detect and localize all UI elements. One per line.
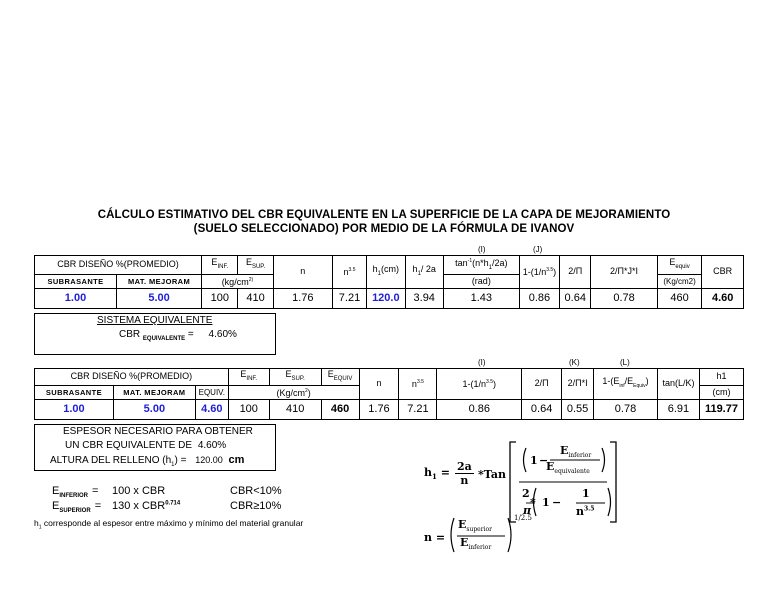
h1cm-header: $h_1(cm)$ [367, 256, 405, 289]
cell-two-pi: 0.64 [560, 288, 591, 308]
e-inferior-den: $E_{inferior}$ [460, 536, 492, 552]
one-minus-header-2: $1-(1/n^{3.5})$ [437, 369, 522, 400]
cond-cbr-ge-10: CBR≥10% [230, 500, 282, 512]
two-over-pi-den: π [523, 504, 532, 517]
one-in-paren: 1 [542, 496, 550, 509]
cell-e-equiv: 460 [657, 288, 702, 308]
h1-note: $h_1$ corresponde al espesor entre máximo y mínimo del material granular [34, 518, 304, 531]
title-line-2: (SUELO SELECCIONADO) POR MEDIO DE LA FÓRMULA DE IVANOV [193, 223, 575, 235]
cell-h1cm: 120.0 [367, 288, 405, 308]
cbr-diseno-header-2: CBR DISEÑO %(PROMEDIO) [35, 369, 229, 386]
subrasante-header-2: SUBRASANTE [35, 385, 114, 399]
ratio-header: $1-(E_{inf}/E_{Equiv})$ [594, 369, 658, 400]
h1-header: h1 [699, 369, 743, 386]
two-pi-header: 2/Π [560, 256, 591, 289]
table1-data-row [35, 288, 744, 308]
marker-i-2: (I) [478, 358, 486, 367]
cell2-e-equiv: 460 [321, 399, 359, 419]
cell-e-sup: 410 [238, 288, 273, 308]
cell2-mat-mejoram: 5.00 [113, 399, 195, 419]
star-tan: *Tan [478, 468, 507, 481]
cell2-two-pi-i: 0.55 [562, 399, 594, 419]
kgcm2-header: (Kg/cm2) [657, 274, 702, 288]
n35-header: $n^{3.5}$ [332, 256, 366, 289]
espesor-line-3: ALTURA DEL RELLENO $(h_1) = 120.00$ cm [50, 454, 245, 468]
cell2-equiv: 4.60 [195, 399, 228, 419]
e-equivalente-den: $E_{equivalente}$ [546, 460, 590, 476]
cell-n: 1.76 [273, 288, 332, 308]
n-exponent: 1/2.5 [514, 514, 532, 522]
cell-subrasante: 1.00 [35, 288, 117, 308]
n35-den: $n^{3.5}$ [576, 505, 595, 518]
one-over-n-num: 1 [582, 487, 590, 500]
cbr-equivalente-value: 4.60 [208, 329, 229, 340]
cbr-equivalente-table [34, 255, 744, 309]
units-header-2: $(Kg/cm^2)$ [228, 385, 359, 399]
cbr-header: CBR [702, 256, 744, 289]
altura-relleno-value: 120.00 [195, 455, 223, 465]
espesor-line-2: UN CBR EQUIVALENTE DE 4.60% [65, 440, 227, 451]
cell2-tanlk: 6.91 [657, 399, 699, 419]
cell2-e-sup: 410 [269, 399, 321, 419]
two-pi-i-header: 2/Π*I [562, 369, 594, 400]
n35-header-2: $n^{3.5}$ [399, 369, 437, 400]
cell2-e-inf: 100 [228, 399, 269, 419]
mat-mejoram-header: MAT. MEJORAM [117, 274, 202, 288]
cbr-equivalente-line: CBR $_{EQUIVALENTE}$ = 4.60% [119, 329, 237, 342]
star-mult: * [530, 496, 536, 509]
altura-relleno-unit: cm [228, 454, 245, 466]
e-superior-formula: $E_{SUPERIOR}$ = 130 x $CBR^{0.714}$ CBR≥10% [52, 500, 101, 514]
rad-header: (rad) [443, 274, 519, 288]
two-a-over-n: $\frac{2a}{n}$ [457, 460, 472, 487]
marker-l: (L) [620, 358, 630, 367]
cell2-subrasante: 1.00 [35, 399, 114, 419]
espesor-line-1: ESPESOR NECESARIO PARA OBTENER [63, 426, 253, 437]
cell-h12a: 3.94 [405, 288, 443, 308]
e-inferior-formula: $E_{INFERIOR}$ = 100 x CBR CBR<10% [52, 485, 98, 499]
table2-header-row-1 [35, 369, 744, 386]
table1-header-row-1 [35, 256, 744, 275]
tanlk-header: tan(L/K) [657, 369, 699, 400]
cell-cbr: 4.60 [702, 288, 744, 308]
espesor-cbr-value: 4.60% [197, 440, 227, 451]
cbr-diseno-header: CBR DISEÑO %(PROMEDIO) [35, 256, 202, 275]
n-header: n [273, 256, 332, 289]
cell-two-pi-ji: 0.78 [591, 288, 657, 308]
e-inf-header-2: $E_{INF.}$ [228, 369, 269, 386]
e-equiv-header-2: $E_{EQUIV}$ [321, 369, 359, 386]
cell2-n35: 7.21 [399, 399, 437, 419]
h1-formula-lhs: $h_1$ = [424, 466, 450, 482]
one-minus-header: $1-(1/n^{3.5})$ [519, 256, 559, 289]
e-sup-header-2: $E_{SUP.}$ [269, 369, 321, 386]
marker-k: (K) [569, 358, 580, 367]
e-equiv-header: $E_{equiv}$ [657, 256, 702, 275]
title-line-1: CÁLCULO ESTIMATIVO DEL CBR EQUIVALENTE EN LA SUPERFICIE DE LA CAPA DE MEJORAMIENTO [97, 209, 671, 221]
cell2-ratio: 0.78 [594, 399, 658, 419]
sistema-equivalente-title: SISTEMA EQUIVALENTE [97, 315, 213, 326]
cell2-two-pi: 0.64 [522, 399, 562, 419]
subrasante-header: SUBRASANTE [35, 274, 117, 288]
cell2-n: 1.76 [359, 399, 399, 419]
espesor-box [34, 424, 276, 471]
marker-j: (J) [533, 245, 543, 254]
table2-data-row [35, 399, 744, 419]
two-pi-header-2: 2/Π [522, 369, 562, 400]
two-pi-ji-header: 2/Π*J*I [591, 256, 657, 289]
e-inferior-num: $E_{inferior}$ [560, 444, 592, 460]
minus-sign-2: − [552, 496, 562, 509]
cm-header: (cm) [699, 385, 743, 399]
e-superior-num: $E_{superior}$ [458, 518, 492, 534]
cond-cbr-lt-10: CBR<10% [230, 485, 282, 497]
sistema-equivalente-box [34, 313, 276, 355]
tan-header: $\tan^{-1}(n*h_1/2a)$ [443, 256, 519, 275]
cell2-one-minus: 0.86 [437, 399, 522, 419]
cell-e-inf: 100 [202, 288, 238, 308]
cell-mat-mejoram: 5.00 [117, 288, 202, 308]
cell-n35: 7.21 [332, 288, 366, 308]
mat-mejoram-header-2: MAT. MEJORAM [113, 385, 195, 399]
cell-one-minus: 0.86 [519, 288, 559, 308]
n-header-2: n [359, 369, 399, 400]
e-sup-header: $E_{SUP.}$ [238, 256, 273, 275]
minus-sign: − [539, 454, 549, 467]
one-numerator: 1 [530, 454, 538, 467]
equiv-header: EQUIV. [195, 385, 228, 399]
e-inf-header: $E_{INF.}$ [202, 256, 238, 275]
h12a-header: $h_1/$ 2a [405, 256, 443, 289]
cell2-h1: 119.77 [699, 399, 743, 419]
marker-i: (I) [478, 245, 486, 254]
cell-tan: 1.43 [443, 288, 519, 308]
units-header: ($kg/cm^{2)}$ [202, 274, 274, 288]
n-formula-lhs: n = [424, 531, 446, 544]
two-over-pi-num: 2 [522, 487, 530, 500]
espesor-table [34, 368, 744, 420]
